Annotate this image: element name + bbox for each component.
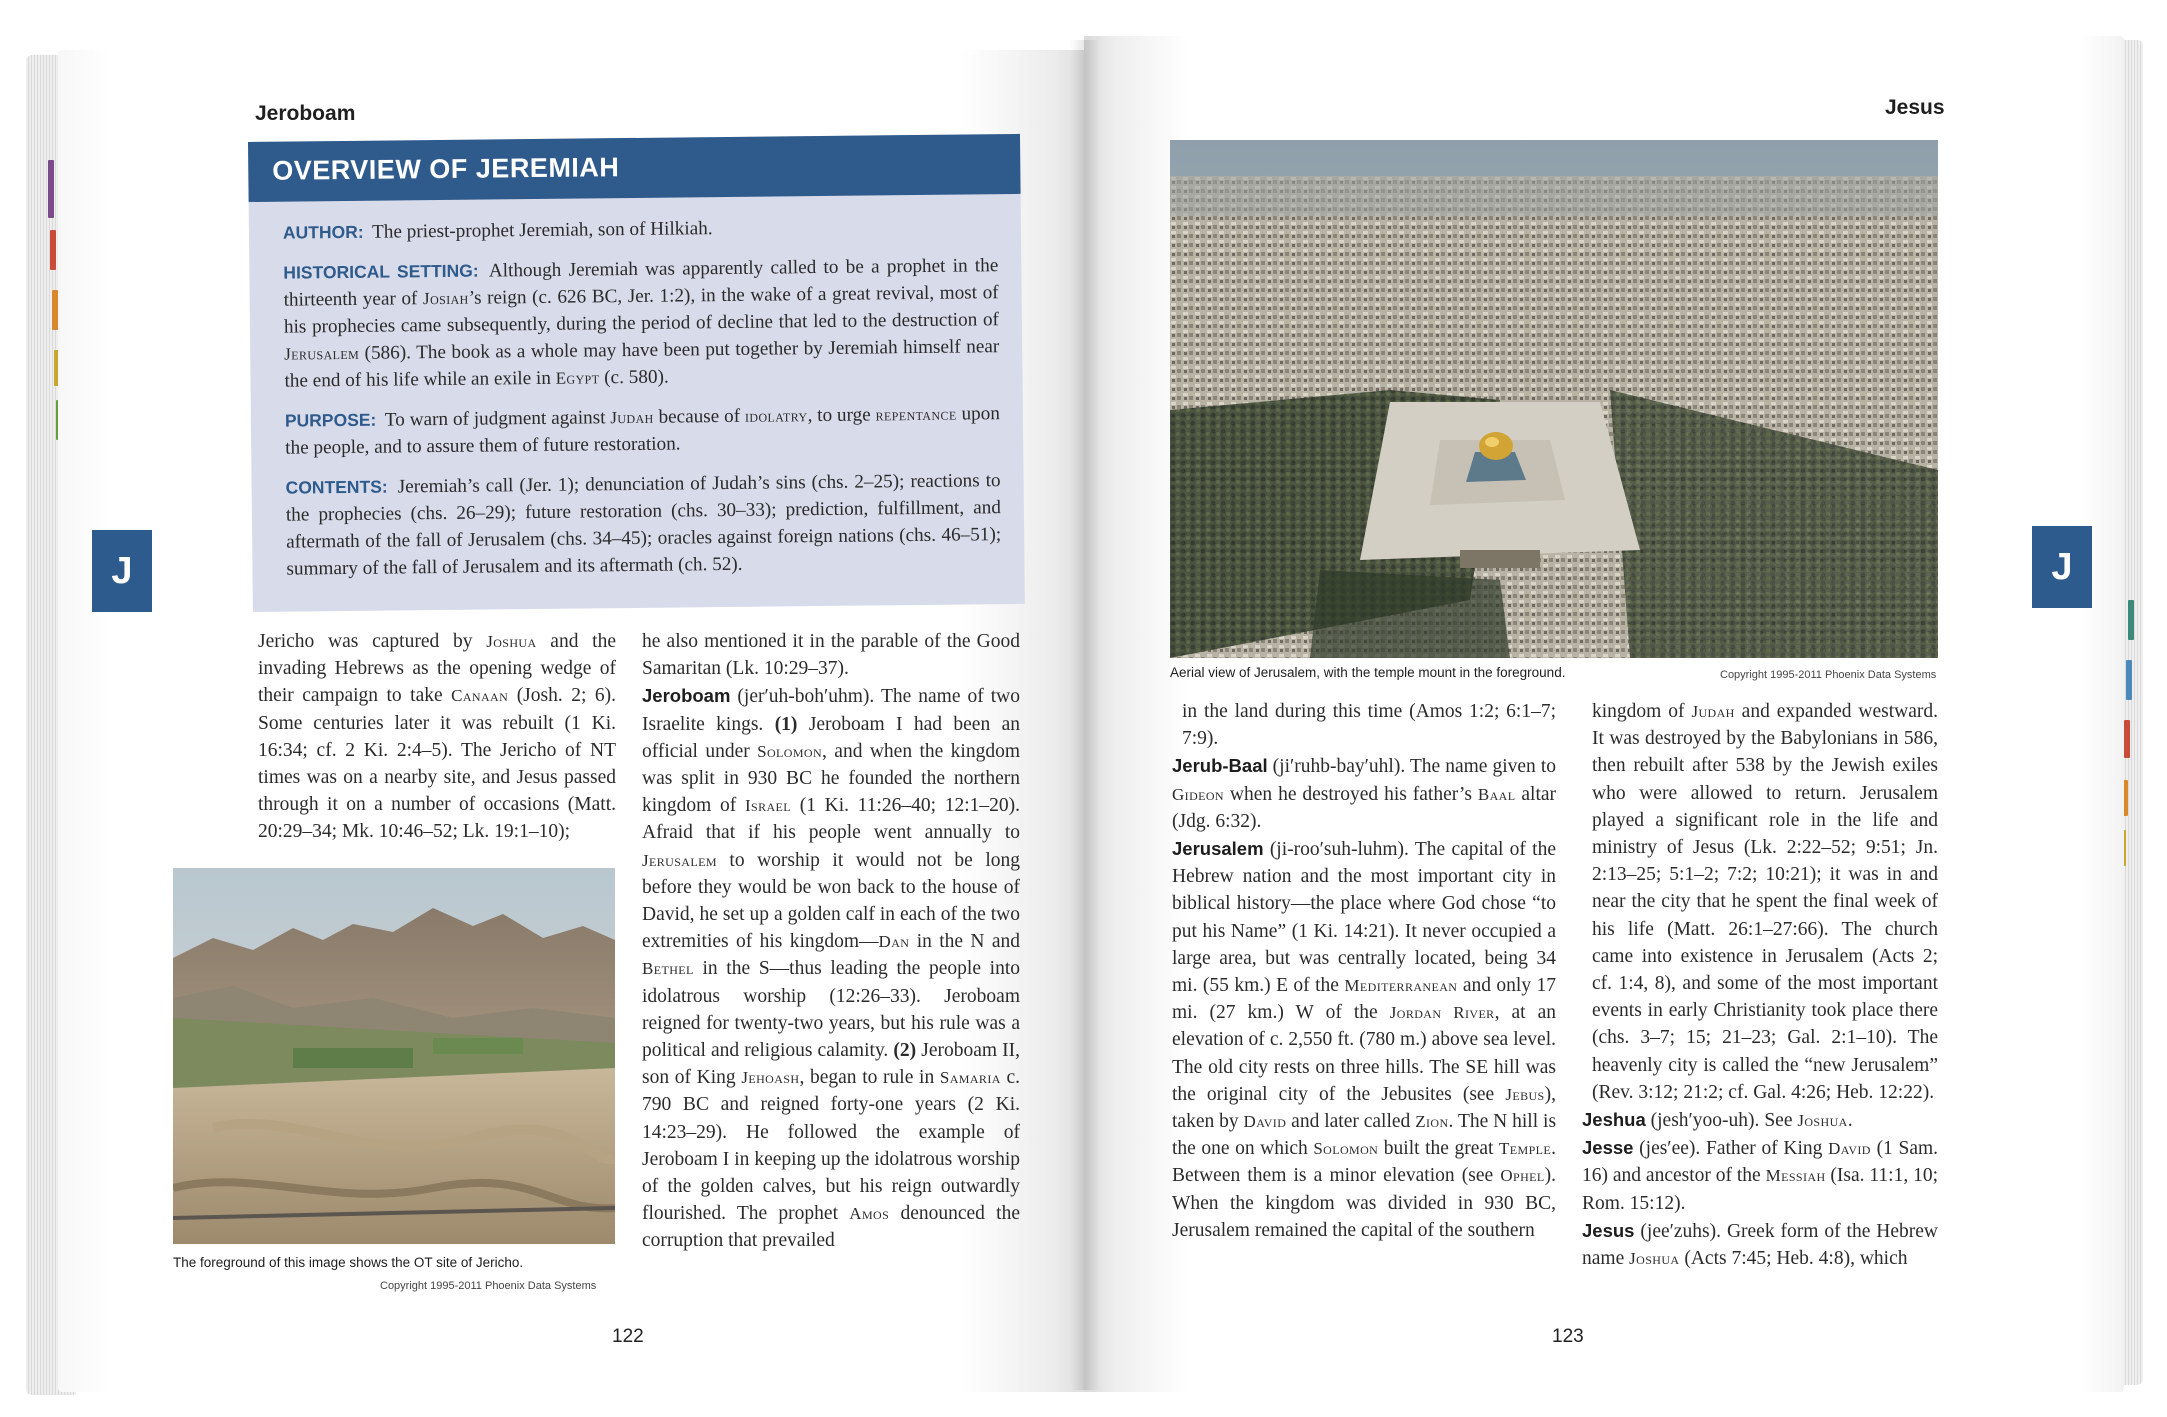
body-text: c. 790 BC and reigned forty-one years (2 Ki. 14:23–29). He followed the example of Jeroboam I in keeping up the idolatrous worship of the golden calves, but his reign outwardly flourished. The prophet — [642, 1067, 1021, 1225]
body-text: The name of two Israelite kings. — [642, 686, 1020, 735]
body-text: ), taken by — [1172, 1083, 1556, 1133]
body-text: Jericho was captured by — [258, 631, 473, 652]
xref-jehoash: Jehoash — [741, 1068, 800, 1088]
body-text: Greek form of the Hebrew name — [1582, 1220, 1939, 1270]
body-text: . The N hill is the one on which — [1172, 1111, 1557, 1160]
purpose-text: To warn of judgment against — [384, 407, 606, 431]
body-text: when he destroyed his father’s — [1229, 783, 1472, 805]
xref-mediterranean: Mediterranean — [1344, 976, 1458, 996]
running-head-left: Jeroboam — [255, 102, 356, 125]
entry-jerub-baal — [1172, 752, 1556, 835]
headword-jerusalem: Jerusalem — [1172, 838, 1264, 860]
book-gutter — [1070, 40, 1100, 1390]
body-text: See — [1764, 1110, 1793, 1132]
body-text: in the S—thus leading the people into idolatrous worship (12:26–33). Jeroboam reigned for twenty-two years, but his rule was a political and religious calamity. — [642, 958, 1021, 1062]
body-text: and later called — [1291, 1111, 1411, 1133]
body-text: built the great — [1383, 1138, 1494, 1160]
setting-text: (586). The book as a whole may have been put together by Jeremiah himself near the end of his life while an exile in — [284, 336, 1000, 392]
jericho-entry-end: he also mentioned it in the parable of the Good Samaritan (Lk. 10:29–37). — [642, 631, 1020, 680]
overview-purpose — [285, 400, 1001, 461]
overview-setting — [283, 252, 999, 394]
entry-jeshua — [1582, 1106, 1938, 1134]
xref-jebus: Jebus — [1505, 1084, 1545, 1104]
left-column-1 — [258, 628, 616, 846]
xref-joshua: Joshua — [486, 632, 537, 651]
author-label: AUTHOR: — [282, 221, 364, 243]
overview-author — [283, 212, 998, 246]
entry-jesse — [1582, 1134, 1938, 1217]
xref-jordan-river: Jordan River — [1389, 1003, 1495, 1023]
jericho-copyright: Copyright 1995-2011 Phoenix Data Systems — [380, 1280, 597, 1292]
xref-solomon: Solomon — [1313, 1139, 1379, 1159]
overview-title-bar — [248, 134, 1021, 202]
body-text: The name given to — [1409, 756, 1557, 778]
jericho-caption: The foreground of this image shows the OT site of Jericho. — [173, 1255, 524, 1270]
xref-baal: Baal — [1477, 784, 1516, 804]
headword-jerub-baal: Jerub-Baal — [1172, 755, 1268, 777]
xref-david: David — [1828, 1139, 1871, 1159]
xref-solomon: Solomon — [757, 741, 823, 761]
body-text: denounced the corruption that prevailed — [642, 1203, 1020, 1252]
body-text: Father of King — [1705, 1138, 1823, 1160]
entry-jerusalem — [1172, 835, 1556, 1244]
headword-jeroboam: Jeroboam — [642, 685, 731, 707]
body-text: Jeroboam II, son of King — [642, 1040, 1020, 1089]
xref-jerusalem: Jerusalem — [642, 850, 717, 870]
thumb-tab-left: J — [92, 530, 152, 612]
jericho-landscape-image — [173, 868, 615, 1244]
purpose-text: upon the people, and to assure them of future restoration. — [285, 403, 1000, 459]
headword-jesse: Jesse — [1582, 1137, 1634, 1159]
sense-number: (1) — [774, 713, 798, 735]
xref-egypt: Egypt — [555, 368, 600, 388]
overview-body — [283, 212, 1002, 595]
running-head-right: Jesus — [1885, 96, 1945, 119]
xref-idolatry: idolatry — [744, 406, 808, 426]
contents-text: Jeremiah’s call (Jer. 1); denunciation of Judah’s sins (chs. 2–25); reactions to the prophecies (chs. 26–29); future restoration (chs. 30–33); prediction, fulfillment, and aftermath of the fall of Jerusalem (chs. 34–45); oracles against foreign nations (chs. 46–51); summary of the fall of Jerusalem and its aftermath (ch. 52). — [285, 470, 1002, 580]
xref-ophel: Ophel — [1500, 1166, 1545, 1186]
body-text: altar (Jdg. 6:32). — [1172, 783, 1557, 832]
setting-text: ’s reign (c. 626 BC, Jer. 1:2), in the wake of a great revival, most of his prophecies came subsequently, during the period of decline that led to the destruction of — [283, 282, 1000, 338]
body-text: in the N and — [916, 931, 1020, 953]
xref-bethel: Bethel — [642, 959, 694, 979]
body-text: The capital of the Hebrew nation and the most important city in biblical history—the place where God chose “to put his Name” (1 Ki. 14:21). It never occupied a large area, but was centrally located, being 34 mi. (55 km.) E of the — [1172, 839, 1556, 997]
body-text: (1 Sam. 16) and ancestor of the — [1582, 1138, 1939, 1187]
xref-amos: Amos — [849, 1204, 890, 1224]
thumb-tab-right: J — [2032, 526, 2092, 608]
xref-joshua: Joshua — [1629, 1249, 1680, 1269]
xref-jerusalem: Jerusalem — [284, 343, 360, 364]
pronunciation: (jer′uh-boh′uhm). — [737, 686, 875, 708]
left-column-2 — [642, 628, 1020, 1255]
purpose-text: , to urge — [807, 404, 871, 427]
body-text: , and when the kingdom was split in 930 BC he founded the northern kingdom of — [642, 740, 1020, 817]
body-text: (Acts 7:45; Heb. 4:8), which — [1684, 1248, 1908, 1270]
pronunciation: (ji′ruhb-bay′uhl). — [1272, 756, 1406, 778]
headword-jeshua: Jeshua — [1582, 1109, 1646, 1131]
xref-josiah: Josiah — [422, 288, 469, 309]
body-text: , at an elevation of c. 2,550 ft. (780 m.) above sea level. The old city rests on three hills. The SE hill was the original city of the Jebusites (see — [1172, 1002, 1557, 1105]
right-column-1 — [1172, 698, 1556, 1244]
purpose-label: PURPOSE: — [284, 409, 377, 431]
xref-zion: Zion — [1415, 1112, 1449, 1132]
overview-box — [248, 134, 1025, 612]
jericho-photo — [173, 868, 615, 1244]
pronunciation: (jes′ee). — [1639, 1138, 1701, 1160]
headword-jesus: Jesus — [1582, 1219, 1635, 1241]
page-number-left: 122 — [612, 1326, 644, 1347]
xref-gideon: Gideon — [1172, 784, 1225, 804]
jerusalem-aerial-photo — [1170, 140, 1938, 658]
author-text: The priest-prophet Jeremiah, son of Hilkiah. — [371, 218, 713, 243]
body-text: and expanded westward. It was destroyed by the Babylonians in 586, then rebuilt after 538 by the Jewish exiles who were allowed to return. Jerusalem played a significant role in the life and ministry of Jesus (Lk. 2:22–52; 9:51; Jn. 2:13–25; 5:1–2; 7:2; 10:21); it was in and near the city that he spent the final week of his life (Matt. 26:1–27:66). The church came into existence in Jerusalem (Acts 2; cf. 1:4, 8), and some of the most important events in early Christianity took place there (chs. 3–7; 15; 21–23; Gal. 2:1–10). The heavenly city is called the “new Jerusalem” (Rev. 3:12; 21:2; cf. Gal. 4:26; Heb. 12:22). — [1592, 701, 1938, 1103]
setting-label: HISTORICAL SETTING: — [283, 260, 479, 283]
body-text: . — [1847, 1110, 1853, 1132]
body-text: (Josh. 2; 6). Some centuries later it was rebuilt (1 Ki. 16:34; cf. 2 Ki. 2:4–5). The Jericho of NT times was on a nearby site, and Jesus passed through it on a number of occasions (Matt. 20:29–34; Mk. 10:46–52; Lk. 19:1–10); — [258, 685, 616, 843]
jerusalem-aerial-image — [1170, 140, 1938, 658]
xref-canaan: Canaan — [451, 686, 509, 706]
body-text: and only 17 mi. (27 km.) W of the — [1172, 975, 1557, 1024]
xref-repentance: repentance — [875, 404, 957, 425]
xref-dan: Dan — [878, 932, 910, 952]
xref-temple: Temple — [1499, 1139, 1552, 1159]
jerusalem-caption: Aerial view of Jerusalem, with the temple mount in the foreground. — [1170, 665, 1566, 680]
setting-text: (c. 580). — [604, 366, 669, 389]
overview-title: OVERVIEW OF JEREMIAH — [272, 152, 620, 186]
body-text: kingdom of — [1592, 701, 1685, 722]
xref-david: David — [1243, 1112, 1287, 1132]
right-column-2 — [1582, 698, 1938, 1272]
body-text: to worship it would not be long before they would be won back to the house of David, he set up a golden calf in each of the two extremities of his kingdom— — [642, 849, 1021, 953]
body-text: and the invading Hebrews as the opening wedge of their campaign to take — [258, 631, 617, 707]
jeroboam-entry-end: in the land during this time (Amos 1:2; 6:1–7; 7:9). — [1182, 701, 1556, 750]
jericho-entry-continued — [258, 628, 616, 846]
setting-text: Although Jeremiah was apparently called to be a prophet in the thirteenth year of — [283, 255, 999, 311]
body-text: (1 Ki. 11:26–40; 12:1–20). Afraid that if his people went annually to — [642, 795, 1021, 844]
xref-joshua: Joshua — [1797, 1111, 1848, 1131]
entry-jeroboam — [642, 682, 1020, 1254]
jerusalem-entry-continued — [1582, 698, 1938, 1106]
body-text: , began to rule in — [799, 1067, 935, 1089]
body-text: ). When the kingdom was divided in 930 BC, Jerusalem remained the capital of the southern — [1172, 1165, 1556, 1241]
purpose-text: because of — [658, 405, 741, 428]
xref-israel: Israel — [744, 796, 792, 816]
xref-messiah: Messiah — [1765, 1166, 1826, 1186]
xref-samaria: Samaria — [939, 1068, 1001, 1088]
overview-contents — [285, 467, 1001, 582]
contents-label: CONTENTS: — [285, 476, 388, 498]
entry-jesus — [1582, 1217, 1938, 1272]
jerusalem-copyright: Copyright 1995-2011 Phoenix Data Systems — [1720, 669, 1937, 681]
body-text: . Between them is a minor elevation (see — [1172, 1138, 1556, 1187]
body-text: Jeroboam I had been an official under — [642, 713, 1020, 762]
page-number-right: 123 — [1552, 1326, 1584, 1347]
pronunciation: (jesh′yoo-uh). — [1650, 1110, 1760, 1132]
pronunciation: (ji-roo′suh-luhm). — [1269, 839, 1409, 861]
body-text: (Isa. 11:1, 10; Rom. 15:12). — [1582, 1165, 1939, 1214]
xref-judah: Judah — [1691, 702, 1735, 721]
xref-judah: Judah — [610, 407, 654, 428]
pronunciation: (jee′zuhs). — [1640, 1220, 1722, 1242]
sense-number: (2) — [893, 1040, 917, 1062]
